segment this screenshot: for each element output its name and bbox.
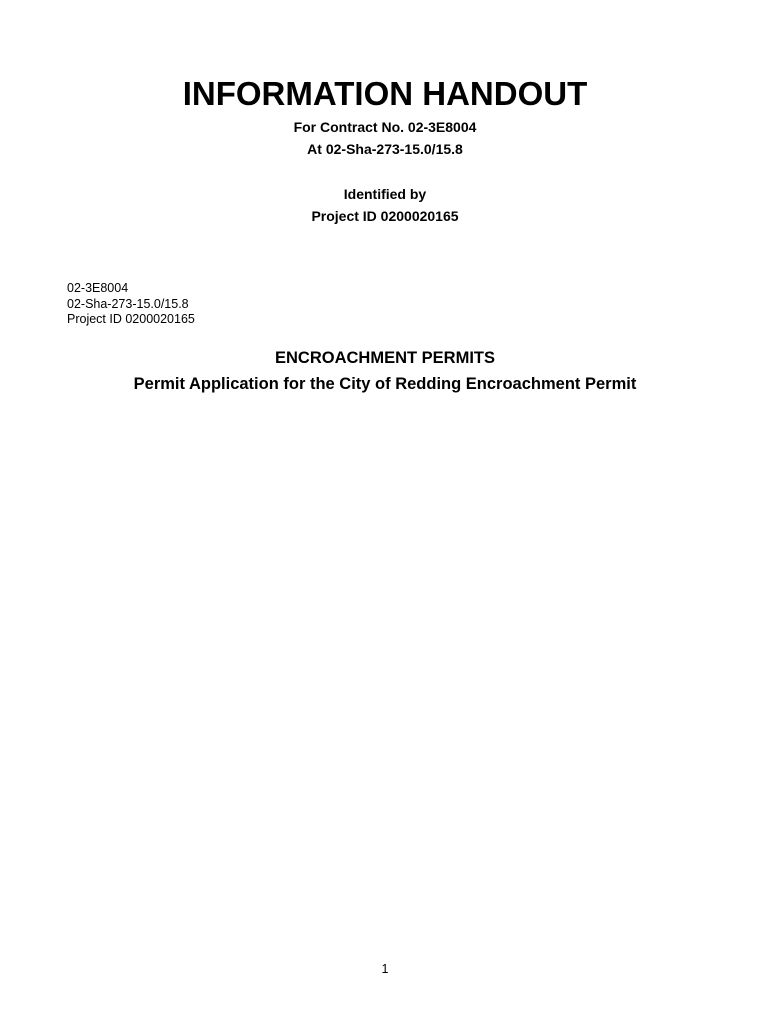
reference-block xyxy=(67,281,195,328)
contract-number: For Contract No. 02-3E8004 xyxy=(293,119,477,135)
identified-by-label: Identified by xyxy=(343,186,427,202)
contract-location: At 02-Sha-273-15.0/15.8 xyxy=(307,141,463,157)
project-id: Project ID 0200020165 xyxy=(311,208,459,224)
page-title: INFORMATION HANDOUT xyxy=(182,75,588,112)
page-number: 1 xyxy=(381,962,389,976)
reference-contract: 02-3E8004 xyxy=(67,281,129,295)
section-heading: ENCROACHMENT PERMITS xyxy=(274,349,495,367)
reference-location: 02-Sha-273-15.0/15.8 xyxy=(67,296,189,311)
section-subheading: Permit Application for the City of Redding Encroachment Permit xyxy=(133,375,637,393)
reference-project-id: Project ID 0200020165 xyxy=(67,312,195,326)
